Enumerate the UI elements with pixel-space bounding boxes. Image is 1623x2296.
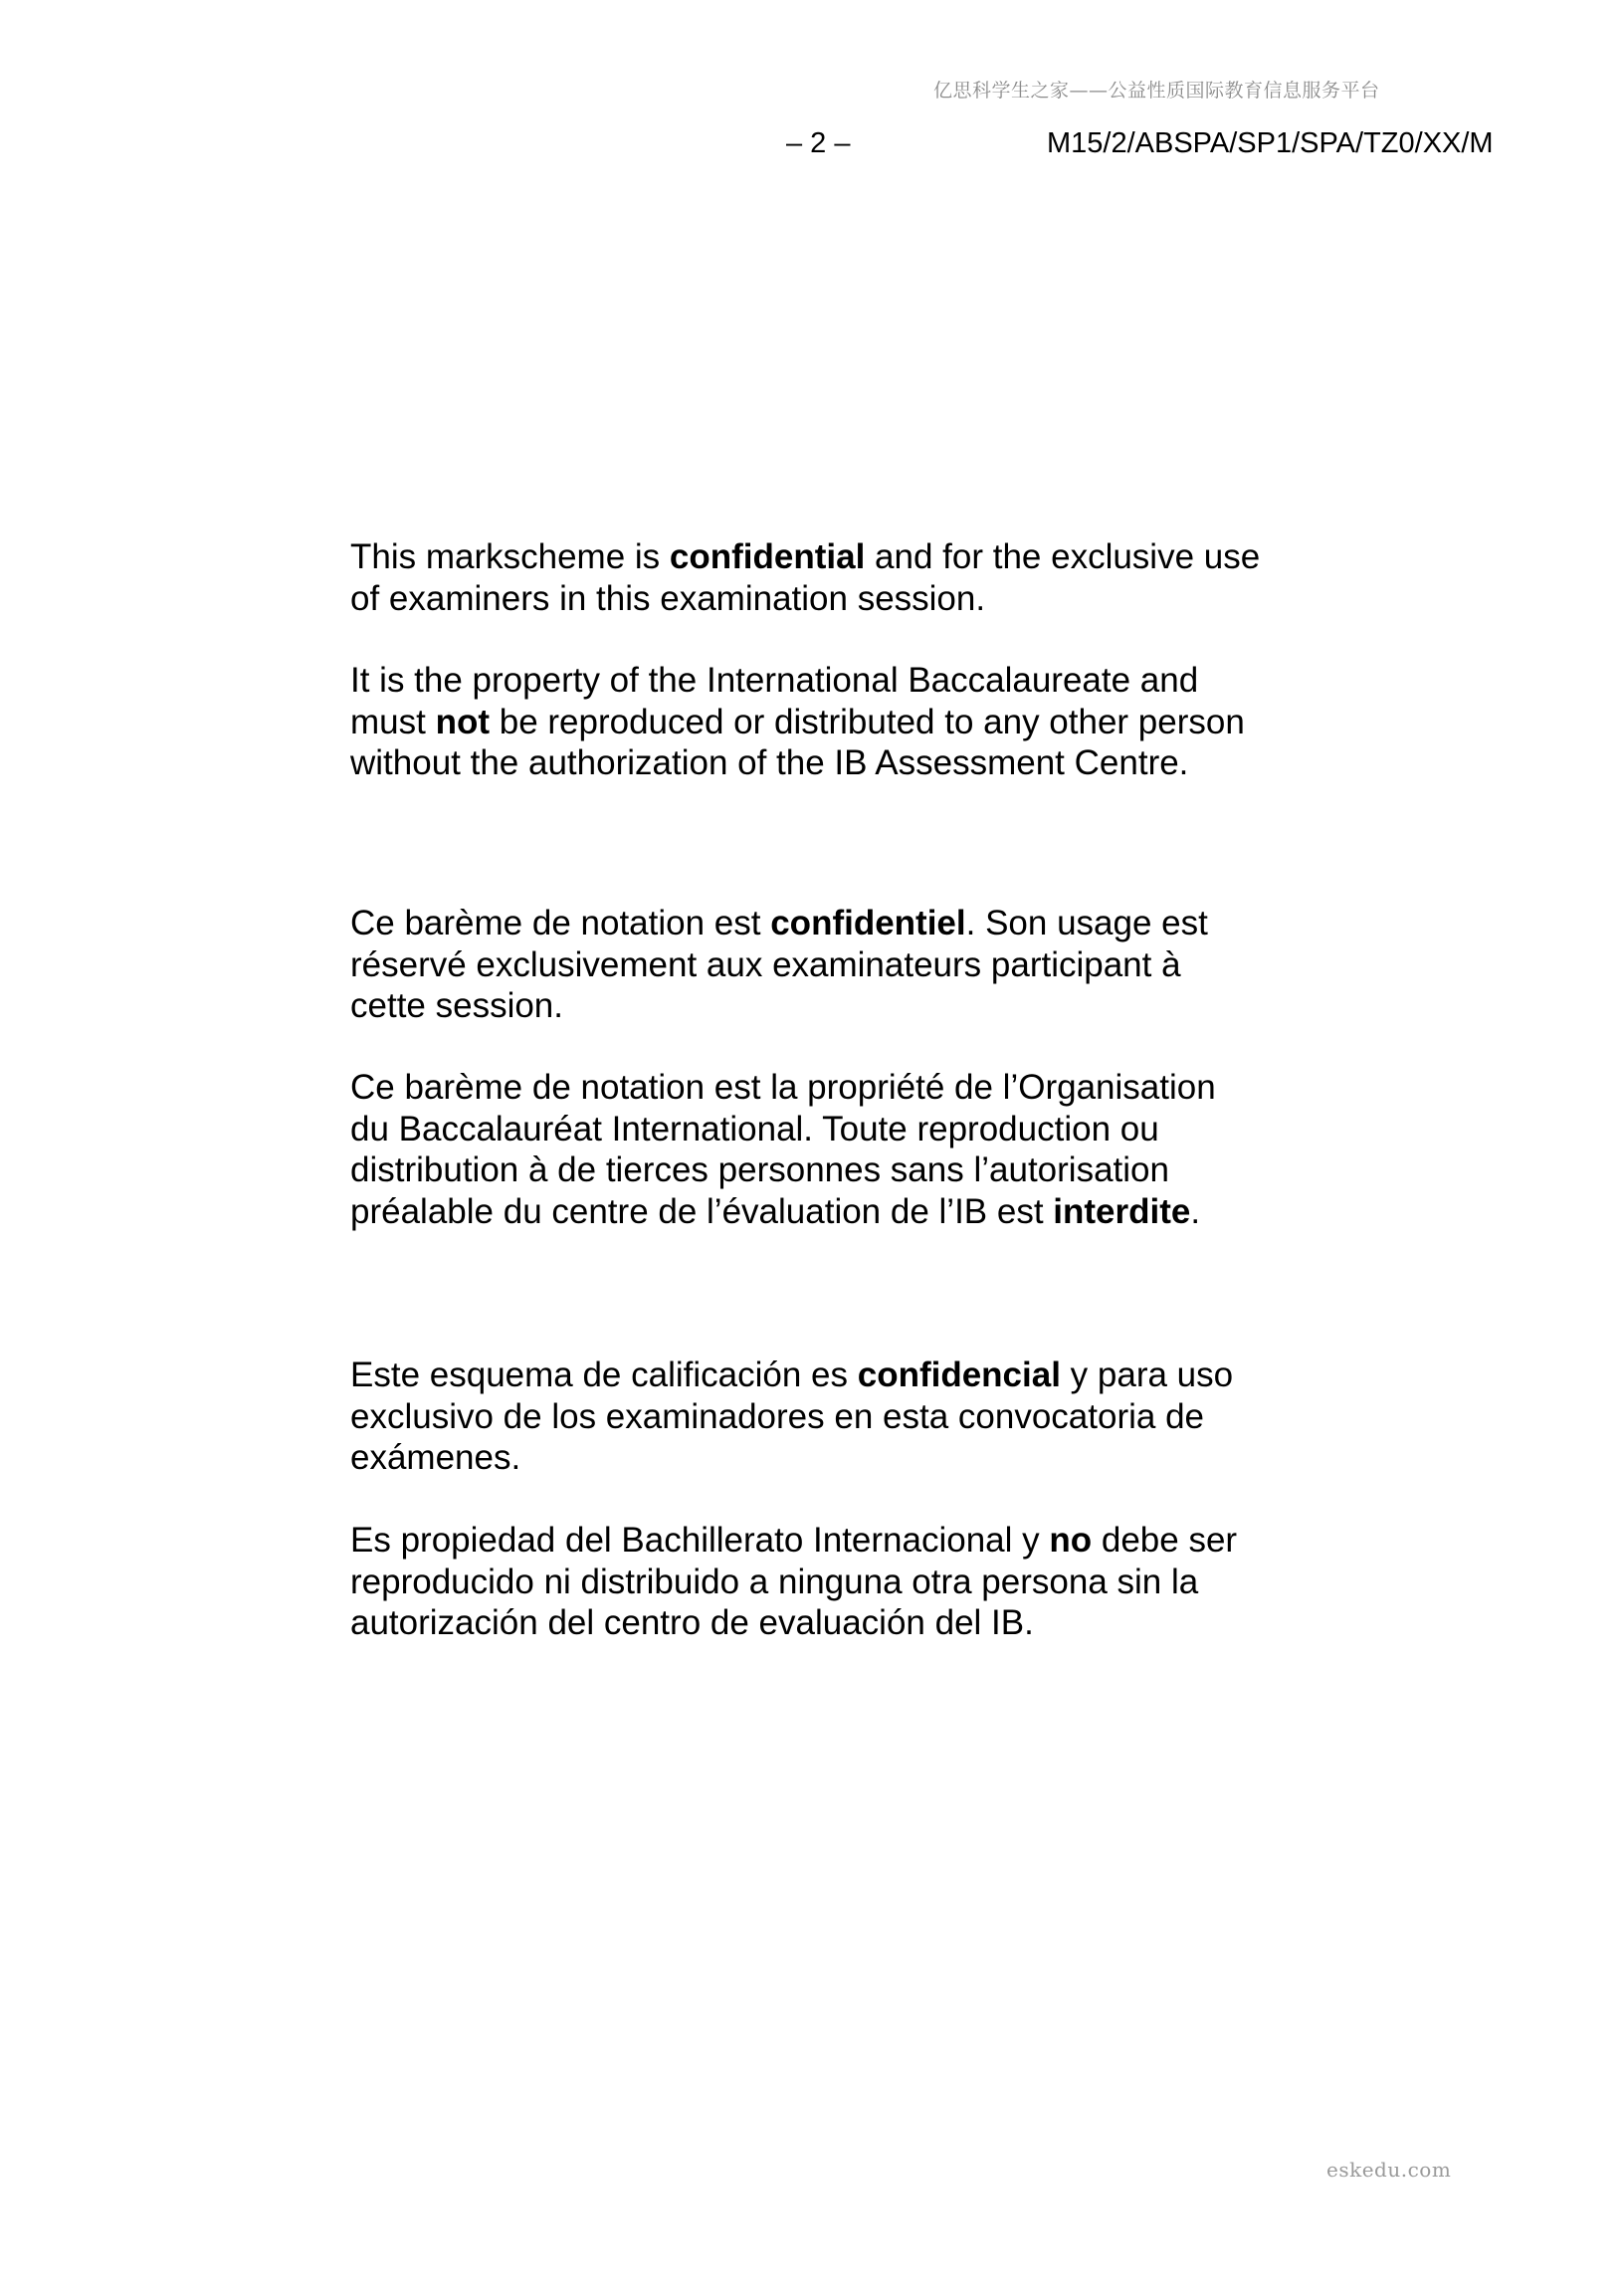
text-line xyxy=(350,903,1345,944)
text-span: y para uso xyxy=(1060,1356,1234,1394)
french-property-paragraph xyxy=(350,1067,1345,1232)
text-line: It is the property of the International Baccalaureate and xyxy=(350,661,1199,700)
text-span: . xyxy=(1190,1191,1201,1231)
text-span: be reproduced or distributed to any other person xyxy=(490,702,1245,741)
text-span: must xyxy=(350,702,436,741)
text-span: This markscheme is xyxy=(350,537,670,576)
text-span: debe ser xyxy=(1092,1521,1238,1560)
page-number: – 2 – xyxy=(786,127,851,159)
emphasis-text: not xyxy=(435,702,490,741)
text-span: Este esquema de calificación es xyxy=(350,1356,858,1394)
footer-watermark: eskedu.com xyxy=(1326,2158,1452,2182)
text-line: autorización del centro de evaluación del IB. xyxy=(350,1603,1034,1642)
text-line: distribution à de tierces personnes sans l’autorisation xyxy=(350,1150,1169,1189)
text-line xyxy=(350,1191,1345,1233)
english-property-paragraph xyxy=(350,660,1345,784)
spanish-confidential-paragraph xyxy=(350,1355,1345,1479)
french-confidential-paragraph xyxy=(350,903,1345,1027)
emphasis-text: interdite xyxy=(1053,1191,1191,1231)
emphasis-text: confidential xyxy=(669,537,866,576)
emphasis-text: confidencial xyxy=(857,1356,1061,1394)
text-line xyxy=(350,1355,1345,1396)
emphasis-text: no xyxy=(1049,1521,1093,1560)
spanish-property-paragraph xyxy=(350,1520,1345,1644)
text-line: Ce barème de notation est la propriété de l’Organisation xyxy=(350,1068,1216,1107)
text-line xyxy=(350,536,1345,578)
text-span: and for the exclusive use xyxy=(865,537,1261,576)
text-span: préalable du centre de l’évaluation de l’IB est xyxy=(350,1191,1054,1231)
text-line: without the authorization of the IB Assessment Centre. xyxy=(350,743,1189,782)
text-line: réservé exclusivement aux examinateurs participant à xyxy=(350,944,1181,984)
text-line xyxy=(350,1520,1345,1562)
text-line: of examiners in this examination session. xyxy=(350,578,986,618)
text-line: reproducido ni distribuido a ninguna otra persona sin la xyxy=(350,1562,1199,1601)
emphasis-text: confidentiel xyxy=(770,904,966,942)
text-line: exclusivo de los examinadores en esta convocatoria de xyxy=(350,1396,1204,1436)
text-line: cette session. xyxy=(350,986,563,1025)
text-span: . Son usage est xyxy=(965,904,1208,942)
document-code: M15/2/ABSPA/SP1/SPA/TZ0/XX/M xyxy=(1047,127,1494,159)
header-watermark: 亿思科学生之家——公益性质国际教育信息服务平台 xyxy=(933,80,1380,102)
text-span: Es propiedad del Bachillerato Internacional y xyxy=(350,1521,1050,1560)
text-line: du Baccalauréat International. Toute reproduction ou xyxy=(350,1109,1159,1148)
english-confidential-paragraph xyxy=(350,536,1345,619)
text-span: Ce barème de notation est xyxy=(350,904,771,942)
text-line: exámenes. xyxy=(350,1438,521,1477)
text-line xyxy=(350,702,1345,743)
